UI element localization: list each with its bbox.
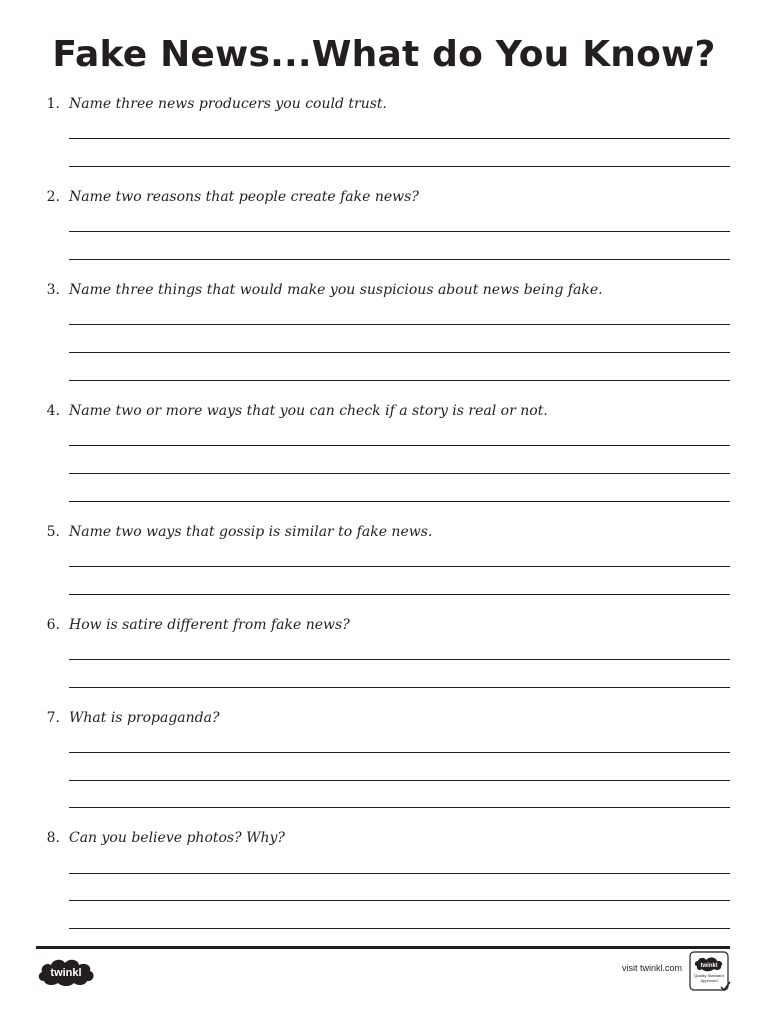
answer-line[interactable] (69, 324, 730, 325)
answer-line[interactable] (69, 166, 730, 167)
question-text: Can you believe photos? Why? (69, 830, 285, 846)
answer-line[interactable] (69, 352, 730, 353)
badge-brand-text: twinkl (700, 963, 718, 969)
answer-line[interactable] (69, 752, 730, 753)
question-number: 6. (46, 617, 60, 633)
question-number: 2. (46, 189, 60, 205)
answer-line[interactable] (69, 566, 730, 567)
answer-line[interactable] (69, 928, 730, 929)
answer-line[interactable] (69, 659, 730, 660)
answer-line[interactable] (69, 473, 730, 474)
answer-line[interactable] (69, 231, 730, 232)
question-text: Name three news producers you could trust. (69, 96, 387, 112)
answer-line[interactable] (69, 873, 730, 874)
answer-line[interactable] (69, 380, 730, 381)
footer-divider (36, 946, 730, 949)
question-number: 8. (46, 830, 60, 846)
question-number: 3. (46, 282, 60, 298)
question-number: 5. (46, 524, 60, 540)
answer-line[interactable] (69, 138, 730, 139)
answer-line[interactable] (69, 900, 730, 901)
question-text: Name two or more ways that you can check if a story is real or not. (69, 403, 548, 419)
logo-text: twinkl (50, 967, 82, 979)
question-text: Name two reasons that people create fake news? (69, 189, 419, 205)
badge-caption: Quality Standard Approved (694, 973, 724, 983)
answer-line[interactable] (69, 780, 730, 781)
question-number: 1. (46, 96, 60, 112)
question-text: Name three things that would make you suspicious about news being fake. (69, 282, 603, 298)
answer-line[interactable] (69, 807, 730, 808)
twinkl-logo (36, 955, 96, 989)
page-title: Fake News...What do You Know? (52, 34, 716, 75)
question-text: What is propaganda? (69, 710, 220, 726)
question-number: 4. (46, 403, 60, 419)
question-text: Name two ways that gossip is similar to fake news. (69, 524, 433, 540)
question-number: 7. (46, 710, 60, 726)
answer-line[interactable] (69, 445, 730, 446)
quality-standard-badge (689, 951, 731, 993)
answer-line[interactable] (69, 501, 730, 502)
question-text: How is satire different from fake news? (69, 617, 350, 633)
answer-line[interactable] (69, 594, 730, 595)
answer-line[interactable] (69, 259, 730, 260)
visit-website-link[interactable]: visit twinkl.com (621, 963, 682, 973)
answer-line[interactable] (69, 687, 730, 688)
